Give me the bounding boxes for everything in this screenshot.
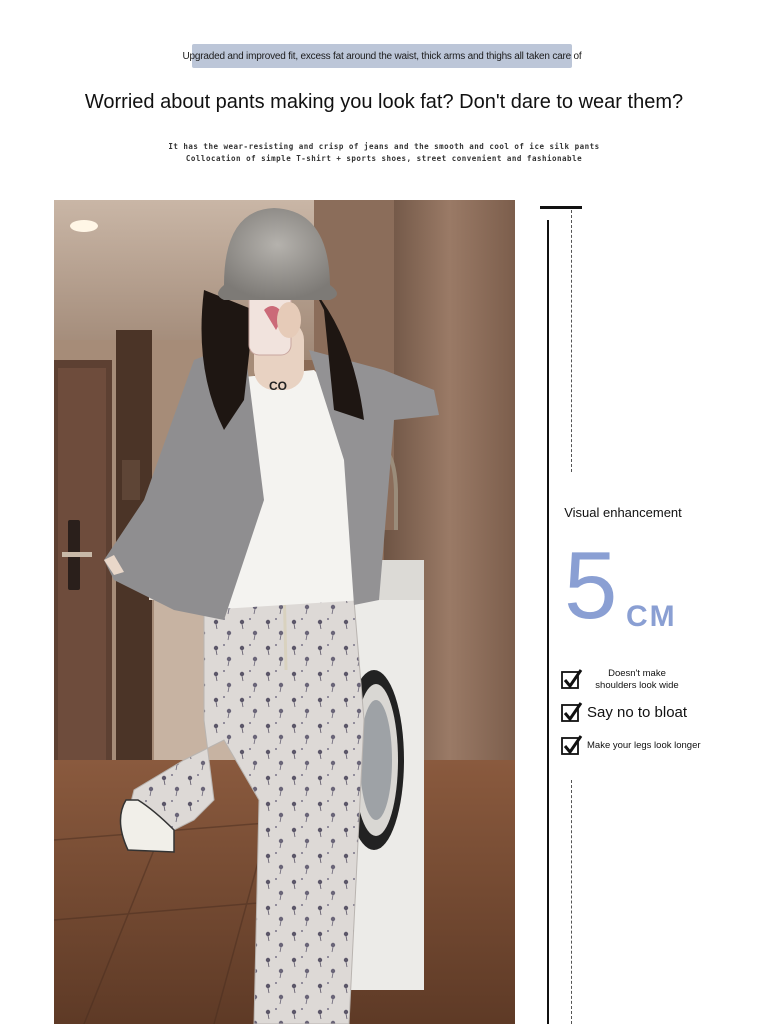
subtext-line-1: It has the wear-resisting and crisp of jeans and the smooth and cool of ice silk pants — [168, 142, 600, 151]
promo-banner-text: Upgraded and improved fit, excess fat around the waist, thick arms and thighs all taken care of — [182, 50, 582, 62]
feature-label: Doesn't make shoulders look wide — [595, 668, 679, 691]
unit-label: CM — [626, 600, 677, 633]
promo-banner — [182, 44, 582, 68]
model-photo-illustration — [54, 200, 515, 1024]
checkmark-icon — [561, 702, 583, 724]
visual-enhancement-title: Visual enhancement — [564, 505, 682, 520]
subtext-line-2: Collocation of simple T-shirt + sports shoes, street convenient and fashionable — [185, 154, 583, 163]
vertical-divider — [547, 220, 549, 1024]
checkmark-icon — [561, 735, 583, 757]
feature-item-shoulders — [561, 668, 687, 692]
headline: Worried about pants making you look fat? Don't dare to wear them? — [84, 91, 684, 113]
dashed-line-bottom — [571, 780, 572, 1024]
feature-label: Say no to bloat — [587, 704, 688, 721]
feature-label: Make your legs look longer — [587, 740, 701, 751]
top-accent-bar — [540, 206, 582, 209]
product-photo — [54, 200, 515, 1024]
big-number: 5 — [564, 532, 618, 639]
checkmark-icon — [561, 669, 583, 691]
feature-item-legs — [561, 735, 701, 757]
shirt-print-text: CO — [269, 379, 287, 393]
feature-item-bloat — [561, 702, 687, 724]
dashed-line-top — [571, 210, 572, 472]
